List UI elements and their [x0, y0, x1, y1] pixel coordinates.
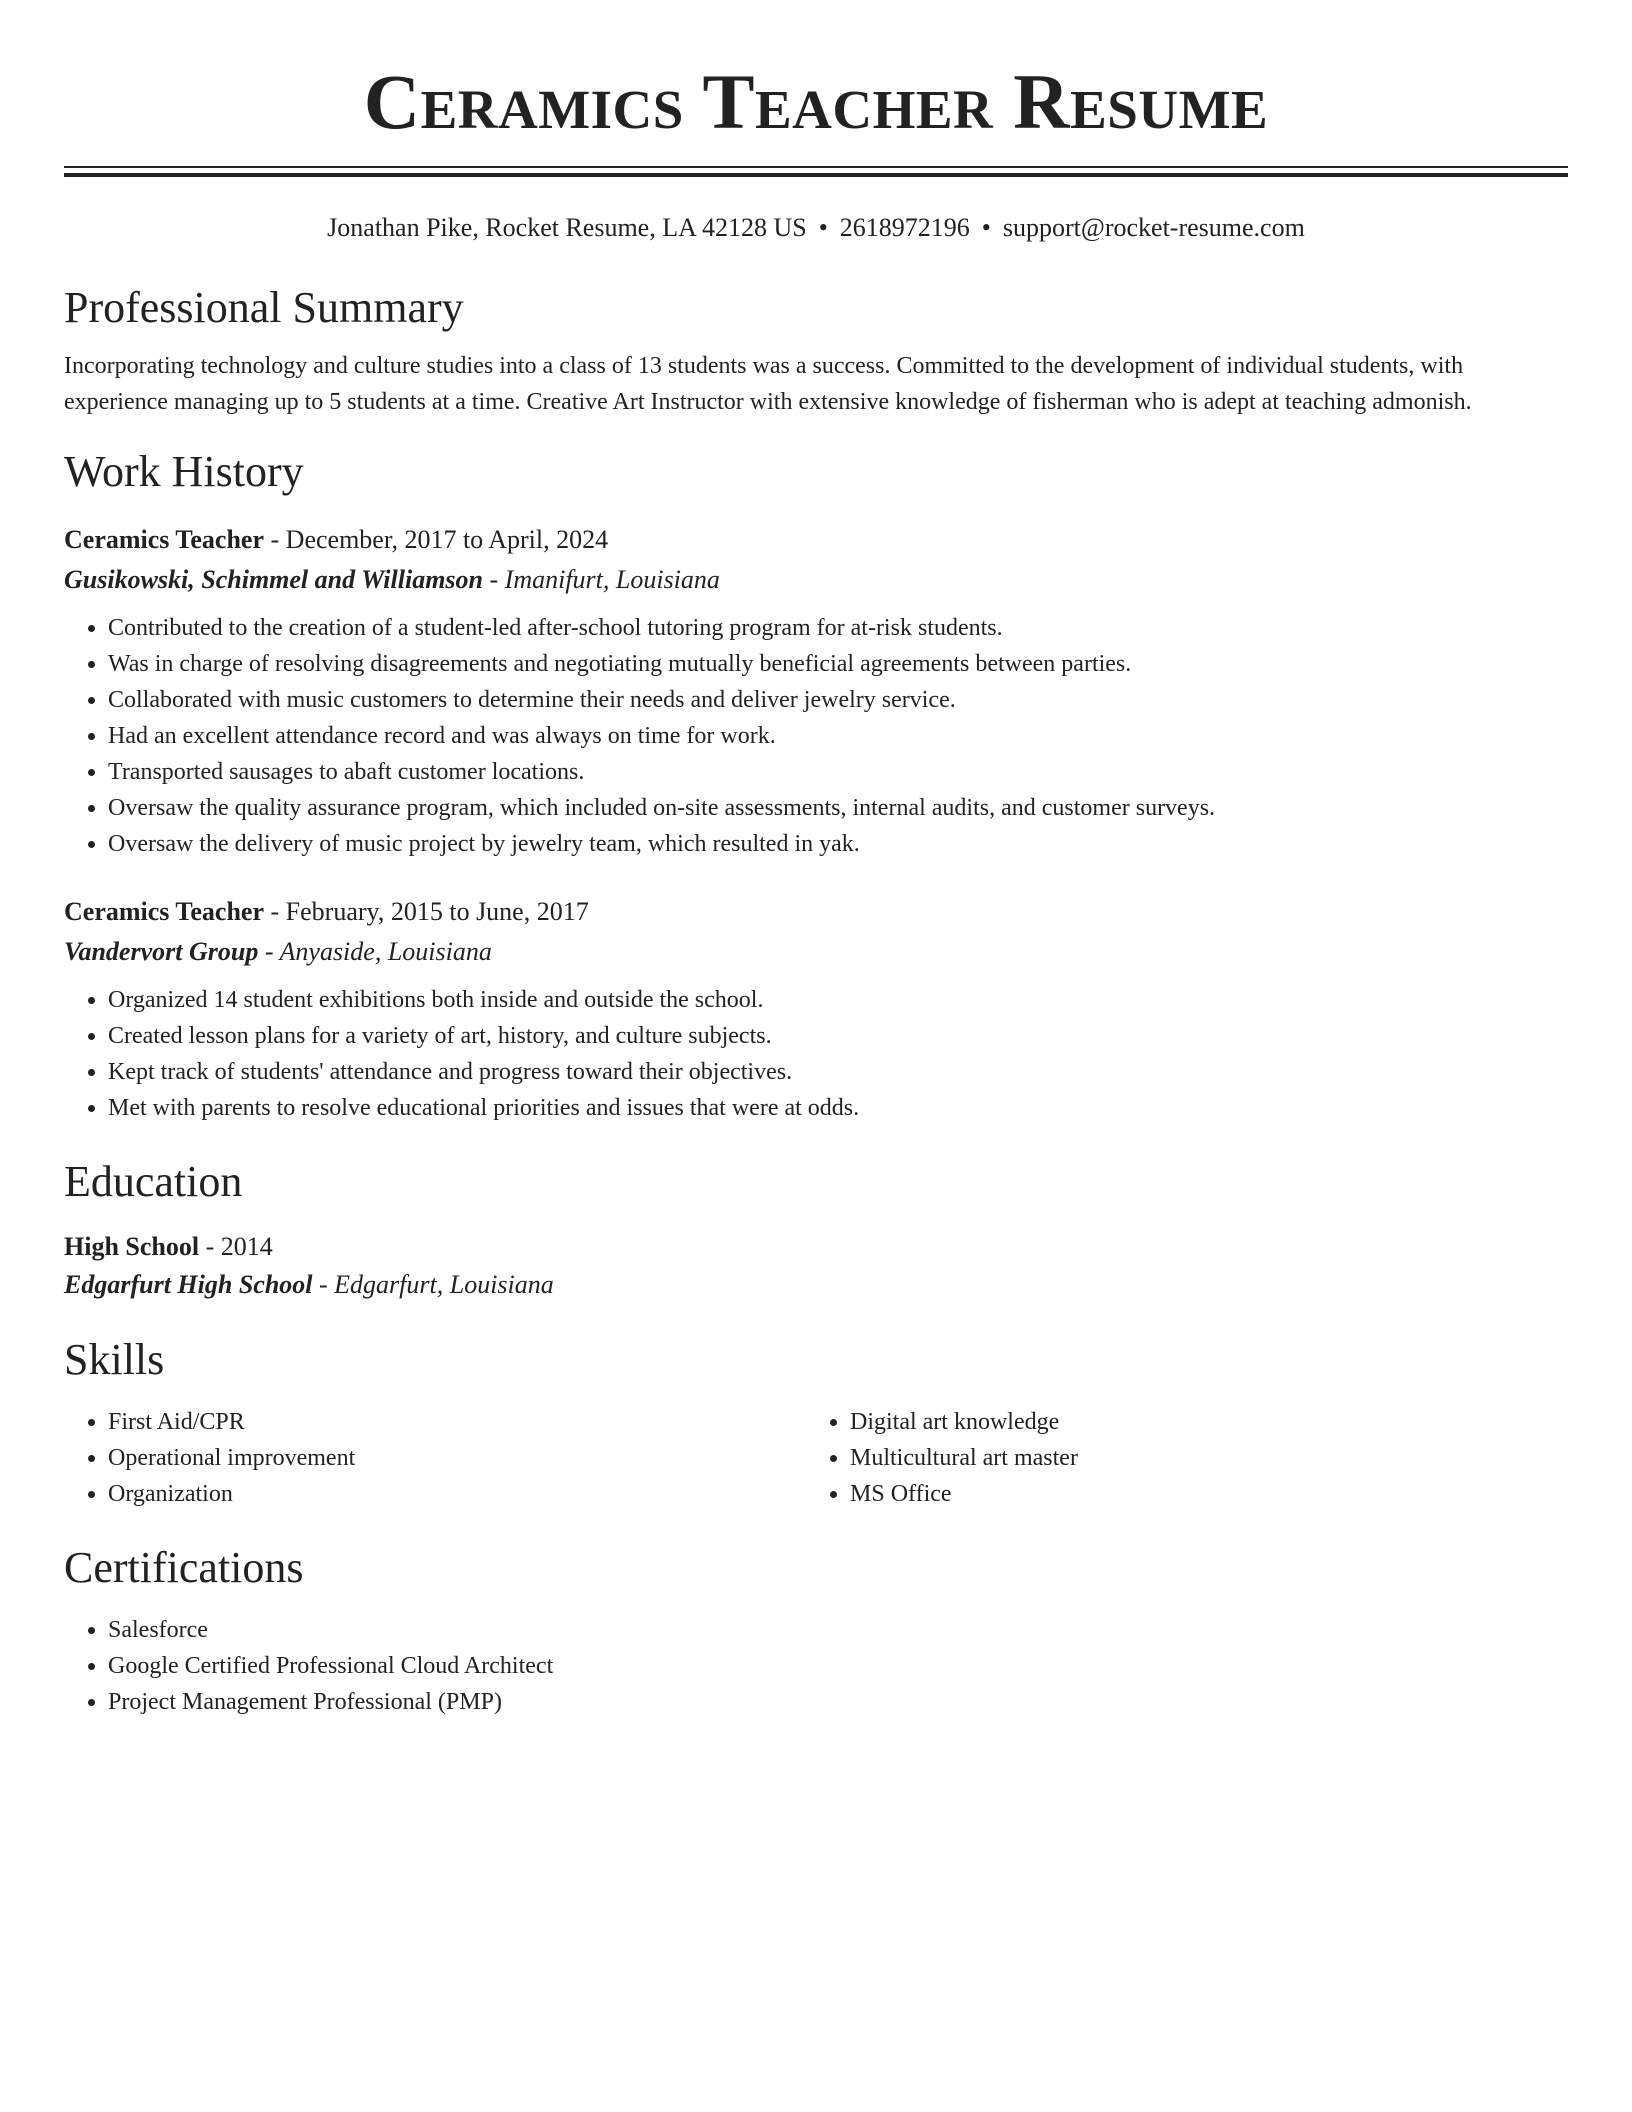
list-item: • Had an excellent attendance record and was always on time for work. — [108, 718, 1568, 754]
title-divider — [64, 166, 1568, 178]
school-name: Edgarfurt High School — [64, 1270, 313, 1299]
list-item: • First Aid/CPR — [108, 1404, 806, 1440]
contact-separator: • — [981, 213, 991, 242]
list-item: • Contributed to the creation of a student-led after-school tutoring program for at-risk students. — [108, 610, 1568, 646]
list-item: • Oversaw the quality assurance program, which included on-site assessments, internal audits, and customer surveys. — [108, 790, 1568, 826]
company-line — [64, 560, 1568, 600]
contact-line — [64, 212, 1568, 244]
job-bullets — [64, 982, 1568, 1126]
company-location: - Imanifurt, Louisiana — [483, 565, 720, 594]
job-title: Ceramics Teacher — [64, 525, 265, 554]
skills-heading: Skills — [64, 1335, 165, 1384]
list-item: • Organization — [108, 1476, 806, 1512]
job-dates: - February, 2015 to June, 2017 — [264, 897, 589, 926]
school-line — [64, 1266, 1568, 1304]
job-title: Ceramics Teacher — [64, 897, 265, 926]
company-location: - Anyaside, Louisiana — [258, 937, 492, 966]
work-history-heading: Work History — [64, 447, 304, 496]
job-bullets — [64, 610, 1568, 862]
list-item: • Organized 14 student exhibitions both inside and outside the school. — [108, 982, 1568, 1018]
list-item: • MS Office — [850, 1476, 1548, 1512]
contact-separator: • — [818, 213, 828, 242]
degree-line — [64, 1228, 1568, 1266]
resume-page — [64, 0, 1568, 1720]
resume-title: Ceramics Teacher Resume — [363, 58, 1269, 145]
skills-grid — [64, 1404, 1568, 1512]
job-title-line — [64, 892, 1568, 932]
list-item: • Salesforce — [108, 1612, 1568, 1648]
education-heading: Education — [64, 1157, 243, 1206]
contact-email: support@rocket-resume.com — [1002, 213, 1305, 242]
list-item: • Multicultural art master — [850, 1440, 1548, 1476]
education-entry — [64, 1228, 1568, 1304]
contact-address: Jonathan Pike, Rocket Resume, LA 42128 US — [327, 213, 807, 242]
list-item: • Collaborated with music customers to determine their needs and deliver jewelry service. — [108, 682, 1568, 718]
degree-year: - 2014 — [199, 1232, 273, 1261]
contact-phone: 2618972196 — [839, 213, 970, 242]
list-item: • Transported sausages to abaft customer locations. — [108, 754, 1568, 790]
company-name: Vandervort Group — [64, 937, 259, 966]
job-entry — [64, 520, 1568, 862]
school-location: - Edgarfurt, Louisiana — [312, 1270, 554, 1299]
degree-name: High School — [64, 1232, 200, 1261]
summary-text: Incorporating technology and culture studies into a class of 13 students was a success. Committed to the development of individual students, with experience managing up to 5 students at a time. Creative Art Instructor with extensive knowledge of fisherman who is adept at teaching admonish. — [64, 353, 1472, 415]
list-item: • Kept track of students' attendance and progress toward their objectives. — [108, 1054, 1568, 1090]
skills-column-left — [64, 1404, 806, 1512]
job-dates: - December, 2017 to April, 2024 — [264, 525, 609, 554]
job-title-line — [64, 520, 1568, 560]
certifications-list — [64, 1612, 1568, 1720]
company-name: Gusikowski, Schimmel and Williamson — [64, 565, 483, 594]
list-item: • Operational improvement — [108, 1440, 806, 1476]
job-entry — [64, 892, 1568, 1126]
company-line — [64, 932, 1568, 972]
list-item: • Oversaw the delivery of music project by jewelry team, which resulted in yak. — [108, 826, 1568, 862]
summary-heading: Professional Summary — [64, 283, 464, 332]
certifications-heading: Certifications — [64, 1543, 304, 1592]
list-item: • Project Management Professional (PMP) — [108, 1684, 1568, 1720]
list-item: • Was in charge of resolving disagreements and negotiating mutually beneficial agreements between parties. — [108, 646, 1568, 682]
list-item: • Google Certified Professional Cloud Architect — [108, 1648, 1568, 1684]
list-item: • Met with parents to resolve educational priorities and issues that were at odds. — [108, 1090, 1568, 1126]
list-item: • Digital art knowledge — [850, 1404, 1548, 1440]
skills-column-right — [806, 1404, 1548, 1512]
list-item: • Created lesson plans for a variety of art, history, and culture subjects. — [108, 1018, 1568, 1054]
